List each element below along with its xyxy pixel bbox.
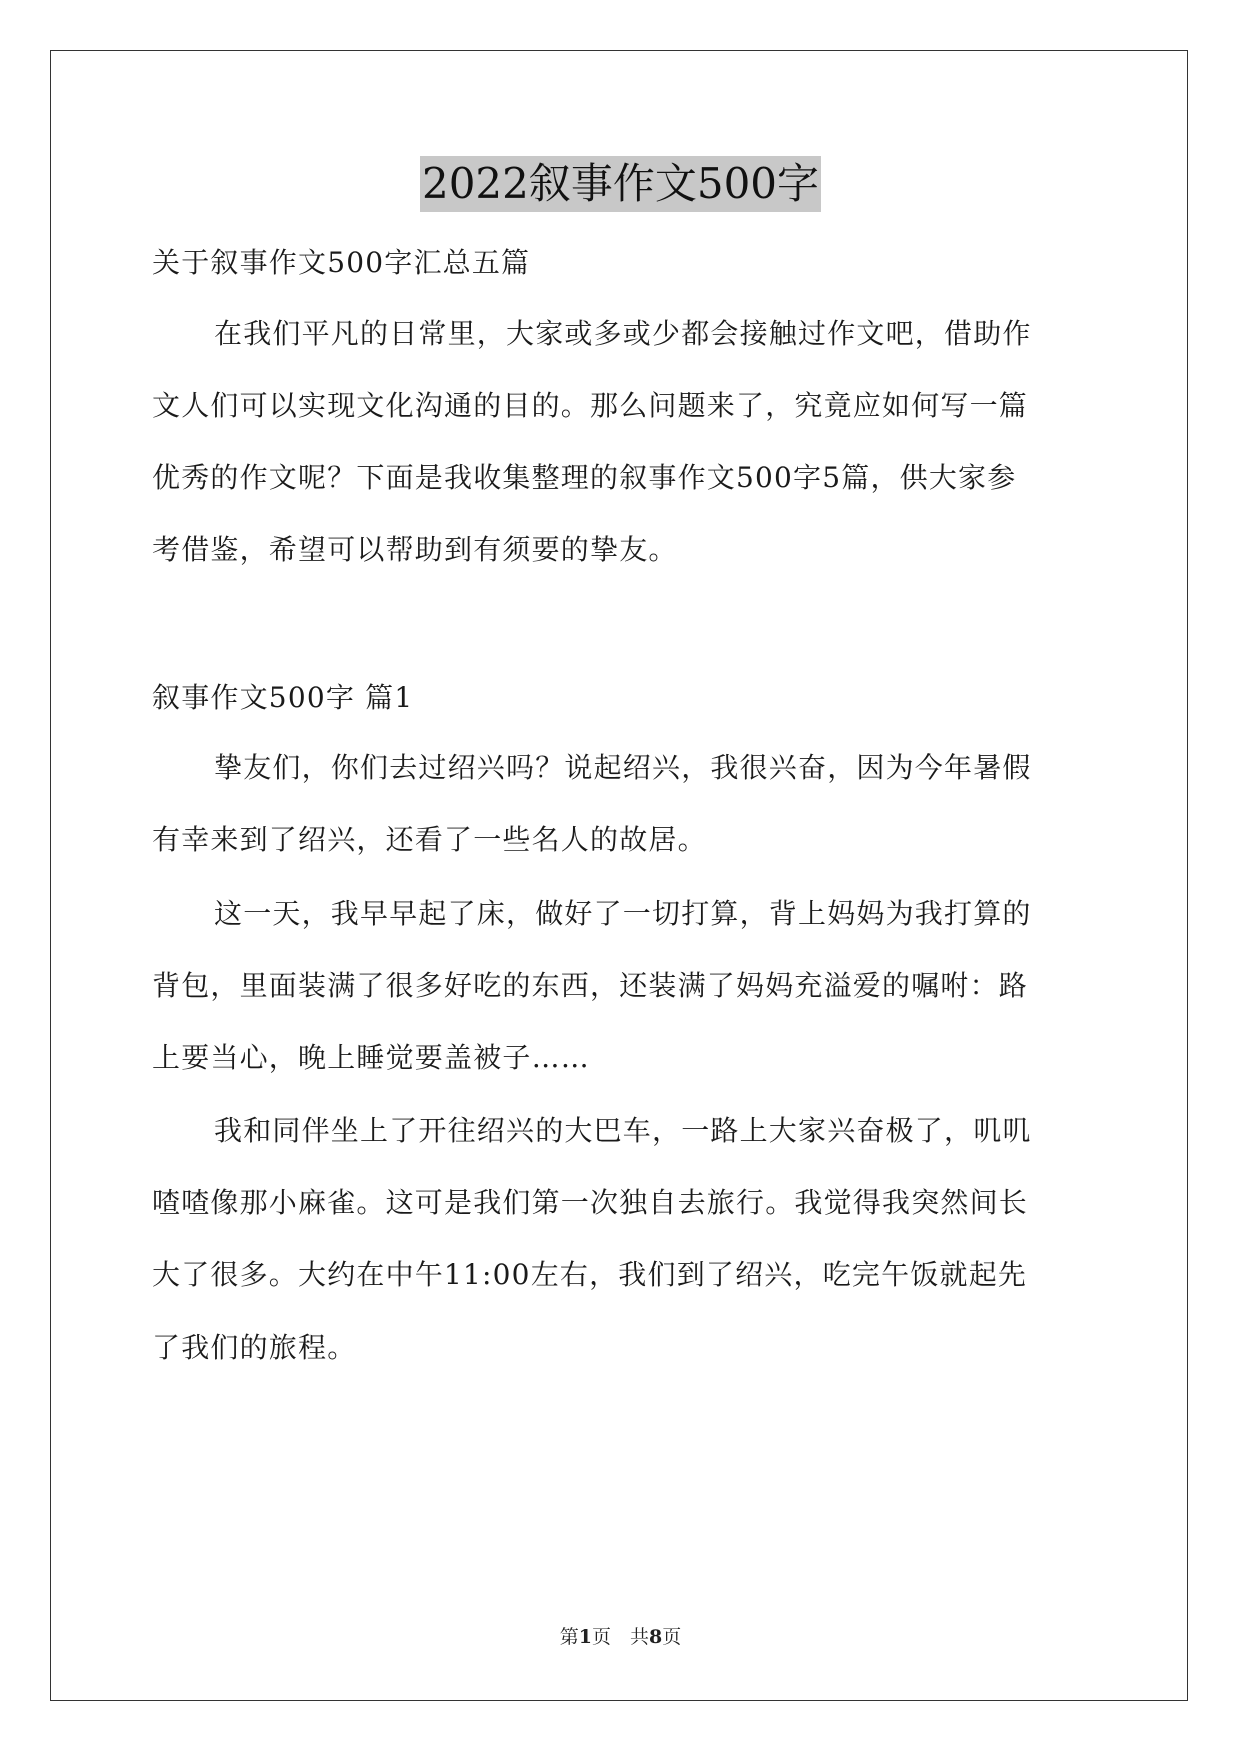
footer-page-prefix: 第 xyxy=(559,1626,579,1648)
body-line: 了我们的旅程。 xyxy=(152,1331,357,1364)
body-line: 上要当心，晚上睡觉要盖被子…… xyxy=(152,1041,591,1074)
title-container xyxy=(0,156,1241,212)
footer-current-page: 1 xyxy=(578,1626,592,1648)
intro-line: 文人们可以实现文化沟通的目的。那么问题来了，究竟应如何写一篇 xyxy=(152,389,1029,422)
body-line: 我和同伴坐上了开往绍兴的大巴车，一路上大家兴奋极了，叽叽 xyxy=(214,1114,1032,1147)
section-heading: 叙事作文500字 篇1 xyxy=(152,681,414,714)
intro-line: 在我们平凡的日常里，大家或多或少都会接触过作文吧，借助作 xyxy=(214,317,1032,350)
intro-line: 考借鉴，希望可以帮助到有须要的挚友。 xyxy=(152,533,678,566)
document-subtitle: 关于叙事作文500字汇总五篇 xyxy=(152,246,531,279)
intro-line: 优秀的作文呢？下面是我收集整理的叙事作文500字5篇，供大家参 xyxy=(152,461,1017,494)
footer-total-pages: 8 xyxy=(649,1626,663,1648)
document-title: 2022叙事作文500字 xyxy=(420,156,821,212)
body-line: 这一天，我早早起了床，做好了一切打算，背上妈妈为我打算的 xyxy=(214,897,1032,930)
body-line: 大了很多。大约在中午11:00左右，我们到了绍兴，吃完午饭就起先 xyxy=(152,1258,1028,1291)
footer-page-mid: 页 共 xyxy=(591,1626,649,1648)
body-line: 背包，里面装满了很多好吃的东西，还装满了妈妈充溢爱的嘱咐：路 xyxy=(152,969,1029,1002)
page-border xyxy=(50,50,1188,1701)
footer-page-suffix: 页 xyxy=(662,1626,682,1648)
body-line: 有幸来到了绍兴，还看了一些名人的故居。 xyxy=(152,823,707,856)
page-footer xyxy=(0,1622,1241,1649)
body-line: 挚友们，你们去过绍兴吗？说起绍兴，我很兴奋，因为今年暑假 xyxy=(214,751,1032,784)
body-line: 喳喳像那小麻雀。这可是我们第一次独自去旅行。我觉得我突然间长 xyxy=(152,1186,1029,1219)
